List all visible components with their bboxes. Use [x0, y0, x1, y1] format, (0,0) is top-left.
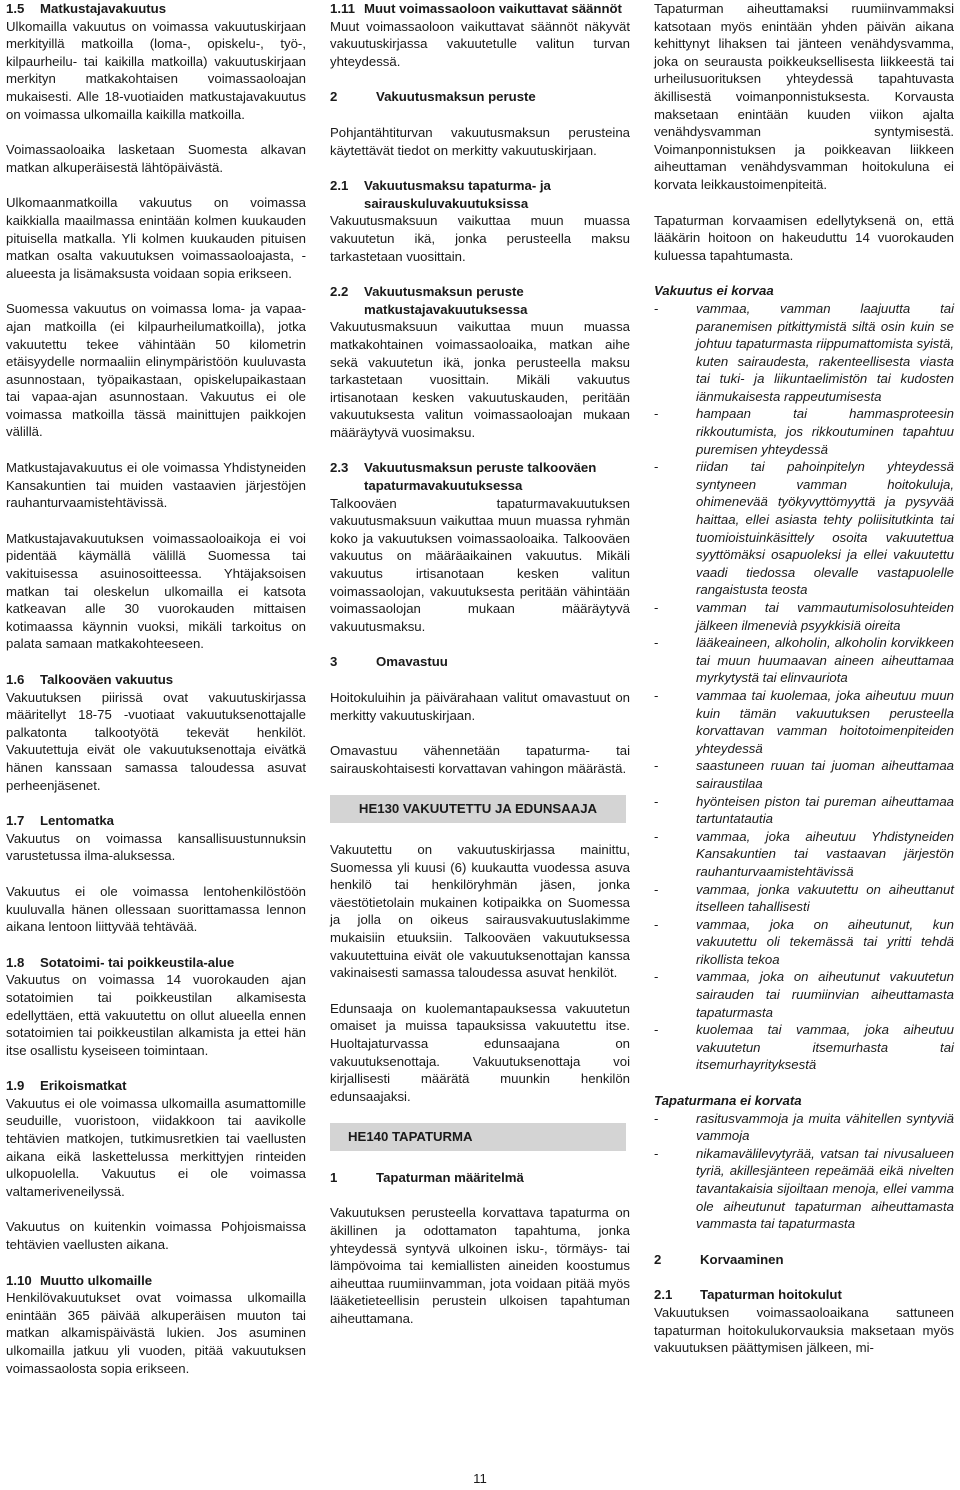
list-not-covered — [654, 300, 954, 1074]
paragraph: Vakuutus ei ole voimassa ulkomailla asumattomille seuduille, vuoristoon, viidakkoon tai aavikolle tehtävien matkojen, tutkimusretkien tai vaellusten aikana eikä laskettelussa merkittyjen rinteiden ulkopuolella. Vakuutus ei ole voimassa valtameriveneilyssä. — [6, 1095, 306, 1199]
heading-korvaaminen: 2 Korvaaminen — [654, 1251, 784, 1267]
list-item: - vammaa, jonka vakuutettu on aiheuttanut itselleen tahallisesti — [654, 881, 954, 915]
list-item: - hyönteisen piston tai pureman aiheuttamaa tartuntatautia — [654, 793, 954, 827]
paragraph: Vakuutus on voimassa 14 vuorokauden ajan sotatoimien tai poikkeustilan alkamisesta edellyttäen, että vakuutettu on ollut alueella ennen sotatoimien tai poikkeustilan alkamista ja ettei hän itse osallistu kyseiseen toimintaan. — [6, 972, 306, 1058]
column-middle — [330, 0, 630, 1346]
section-banner-he140: HE140 TAPATURMA — [330, 1123, 626, 1151]
paragraph: Vakuutuksen voimassaoloaikana sattuneen tapaturman hoitokulukorvauksia maksetaan myös vakuutuksen päättymisen jälkeen, mi- — [654, 1304, 954, 1356]
list-item: - rasitusvammoja ja muita vähitellen syntyviä vammoja — [654, 1110, 954, 1144]
paragraph: Vakuutuksen perusteella korvattava tapaturma on äkillinen ja odottamaton tapahtuma, jonka yhteydessä syntyvä ulkoinen isku-, törmäys- tai lämpövoima tai kemiallisten aineiden koostumus aiheuttaa ruumiinvamman, jota voidaan pitää myös lääketieteellisin perustein ulkoisen tapahtuman aiheuttamana. — [330, 1205, 630, 1327]
paragraph: Talkooväen tapaturmavakuutuksen vakuutusmaksuun vaikuttaa muun muassa ryhmän koko ja vakuutuksen voimassaoloaika. Talkooväen vakuutus on määräaikainen vakuutus. Mikäli vakuutus irtisanotaan kesken valitun voimassaolojan, vakuutuksesta peritään vähintään voimassaolojan mukaan määräytyvä vakuutusmaksu. — [330, 495, 630, 634]
list-item: - nikamavälilevytyrää, vatsan tai nivusalueen tyriä, akillesjänteen repeämää eikä nivelten tavantakaisia sijoiltaan menoja, ellei vamma ole aiheutunut tapaturman aiheuttamasta vammasta tai tapaturmasta — [654, 1145, 954, 1232]
heading-2-3: 2.3 Vakuutusmaksun peruste talkooväen tapaturmavakuutuksessa — [330, 460, 597, 494]
paragraph: Omavastuu vähennetään tapaturma- tai sairauskohtaisesti korvattavan vahingon määrästä. — [330, 743, 630, 776]
column-right — [654, 0, 954, 1375]
paragraph: Tapaturman aiheuttamaksi ruumiinvammaksi katsotaan myös enintään yhden päivän aikana kehittynyt lihaksen tai jänteen venähdysvamma, joka on seurausta poikkeuksellisesta liikkeestä tai urheilusuorituksen yhteydessä tapahtuvasta äkillisestä voimanponnistuksesta. Korvausta maksetaan enintään kuuden viikon ajalta venähdysvamman syntymisestä. Voimanponnistuksen ja poikkeavan liikkeen aiheuttaman venähdysvamman hoitokuluna ei korvata leikkaustoimenpiteitä. — [654, 1, 954, 192]
paragraph: Muut voimassaoloon vaikuttavat säännöt näkyvät vakuutuskirjassa vakuutetulle valitun turvan yhteydessä. — [330, 18, 630, 69]
heading-1-9: 1.9 Erikoismatkat — [6, 1078, 127, 1094]
list-item: - vammaa, joka on aiheutunut, kun vakuutettu oli tekemässä tai yritti tehdä rikollista tekoa — [654, 916, 954, 967]
heading-1-8: 1.8 Sotatoimi- tai poikkeustila-alue — [6, 954, 235, 970]
list-item: - vammaa, vamman laajuutta tai paranemisen pitkittymistä siltä osin kuin se johtuu tapaturmasta riippumattomista syistä, kuten sairaudesta, rakenteellisesta viasta tai tuki- ja liikuntaelimistön tai kudosten iänmukaisesta rappeutumisesta — [654, 300, 955, 404]
heading-1-6: 1.6 Talkooväen vakuutus — [6, 672, 174, 687]
list-item: - vammaa, joka aiheutuu Yhdistyneiden Kansakuntien tai vastaavan järjestön rauhanturvaamistehtävissä — [654, 828, 954, 879]
paragraph: Tapaturman korvaamisen edellytyksenä on, että lääkärin hoitoon on hakeuduttu 14 vuorokauden kuluessa tapahtumasta. — [654, 212, 954, 263]
paragraph: Vakuutuksen piirissä ovat vakuutuskirjassa määritellyt 18-75 -vuotiaat vakuutuksenottajalle palkatonta talkootyötä tekevät henkilöt. Vakuutettuja eivät ole vakuutuksenottaja eivätkä hänen kanssaan samassa taloudessa asuvat perheenjäsenet. — [6, 689, 306, 793]
paragraph: Henkilövakuutukset ovat voimassa ulkomailla enintään 365 päivää alkuperäisen muuton tai matkan alkamispäivästä lukien. Jos asuminen ulkomailla jatkuu yli vuoden, pitää vakuutuksen voimassaolosta sopia erikseen. — [6, 1290, 306, 1376]
list-not-accident — [654, 1110, 954, 1233]
paragraph: Edunsaaja on kuolemantapauksessa vakuutetun omaiset ja muissa tapauksissa vakuutettu itse. Huoltajaturvassa edunsaajana on vakuutuksenottaja. Vakuutuksenottaja voi kirjallisesti määrätä muunkin henkilön edunsaajaksi. — [330, 1000, 630, 1104]
paragraph: Suomessa vakuutus on voimassa loma- ja vapaa-ajan matkoilla (ei kilpaurheilumatkoilla), jotka vakuutettu tekee vähintään 50 kilometrin etäisyydelle normaaliin elinympäristöön kuuluvasta asunnostaan, työpaikastaan, opiskelupaikastaan tai vapaa-ajan asunnostaan. Vakuutus ei ole voimassa matkoilla tässä mainittujen paikkojen välillä. — [6, 301, 306, 440]
paragraph: Matkustajavakuutuksen voimassaoloaikoja ei voi pidentää käymällä välillä Suomessa tai vakituisessa asuinosoitteessa. Yhtäjaksoisen matkan tai oleskelun ulkomailla ei katsota katkeavan alle 30 vuorokauden mittaisen kotimaassa käynnin vuoksi, mikäli tarkoitus on palata samaan matkakohteeseen. — [6, 530, 306, 652]
heading-1-5: 1.5 Matkustajavakuutus — [6, 1, 167, 16]
page-number: 11 — [473, 1471, 487, 1486]
heading-tapaturman-maaritelma: 1 Tapaturman määritelmä — [330, 1169, 524, 1185]
paragraph: Voimassaoloaika lasketaan Suomesta alkavan matkan alkuperäisestä lähtöpäivästä. — [6, 142, 306, 175]
paragraph: Vakuutusmaksuun vaikuttaa muun muassa matkakohtainen voimassaoloaika, matkan aihe sekä vakuutetun ikä, jonka perusteella maksu tarkastetaan vuosittain. Mikäli vakuutus irtisanotaan kesken vakuutuskauden, peritään vakuutuksesta valitun voimassaoloajan mukaan määräytyvä vuosimaksu. — [330, 319, 630, 440]
heading-2-1-hoitokulut: 2.1 Tapaturman hoitokulut — [654, 1287, 842, 1303]
list-item: - vamman tai vammautumisolosuhteiden jälkeen ilmenevià psyykkisiä oireita — [654, 600, 954, 633]
paragraph: Hoitokuluihin ja päivärahaan valitut omavastuut on merkitty vakuutuskirjaan. — [330, 690, 630, 723]
heading-1-7: 1.7 Lentomatka — [6, 813, 115, 829]
paragraph: Ulkomailla vakuutus on voimassa vakuutuskirjaan merkityillä matkoilla (loma-, opiskelu-, työ-, kilpaurheilu- tai kaikilla matkoilla) vakuutuskirjaan merkityn matkakohtaisen voimassaoloajan mukaisesti. Alle 18-vuotiaiden matkustajavakuutus on voimassa ulkomailla kaikilla matkoilla. — [6, 18, 306, 122]
list-item: - lääkeaineen, alkoholin, alkoholin korvikkeen tai muun huumaavan aineen aiheuttamaa myrkytystä tai elinvauriota — [654, 635, 954, 686]
paragraph: Vakuutusmaksuun vaikuttaa muun muassa vakuutetun ikä, jonka perusteella maksu tarkastetaan vuosittain. — [330, 213, 630, 264]
heading-2: 2 Vakuutusmaksun peruste — [330, 89, 536, 105]
paragraph: Vakuutus on voimassa kansallisuustunnuksin varustetussa ilma-aluksessa. — [6, 830, 306, 864]
paragraph: Ulkomaanmatkoilla vakuutus on voimassa kaikkialla maailmassa enintään kolmen kuukauden pituisella matkalla. Yli kolmen kuukauden pituisen matkan osalta vakuutuksen voimassaoloajasta, -alueesta ja lisämaksusta voidaan sopia erikseen. — [6, 195, 306, 281]
heading-1-11: 1.11 Muut voimassaoloon vaikuttavat säännöt — [330, 1, 622, 16]
column-left — [6, 0, 306, 1395]
list-item: - vammaa, joka on aiheutunut vakuutetun sairauden tai ruumiinvian aiheuttamasta tapaturmasta — [654, 969, 954, 1020]
list-item: - riidan tai pahoinpitelyn yhteydessä syntyneen vamman hoitokuluja, ohimenevää työkyvyttömyyttä ja pysyvää haittaa, ellei asiasta tehty poliisitutkinta tai tuomioistuinkäsittely osoita vakuutettua syyttömäksi osapuoleksi ja ellei vakuutettu vaadi tiedossa olevalle vastapuolelle rangaistusta teosta — [654, 459, 954, 598]
list-item: - saastuneen ruuan tai juoman aiheuttamaa sairaustilaa — [654, 758, 954, 791]
heading-3: 3 Omavastuu — [330, 654, 448, 670]
heading-2-1: 2.1 Vakuutusmaksu tapaturma- ja sairauskuluvakuutuksissa — [330, 178, 551, 211]
list-item: - vammaa tai kuolemaa, joka aiheutuu muun kuin tämän vakuutuksen perusteella korvattavan vamman hoitotoimenpiteiden yhteydessä — [654, 687, 954, 756]
heading-1-10: 1.10 Muutto ulkomaille — [6, 1272, 153, 1288]
heading-not-covered: Vakuutus ei korvaa — [654, 283, 774, 299]
paragraph: Vakuutus ei ole voimassa lentohenkilöstöön kuuluvalla hänen ollessaan suorittamassa lennon aikana lentoon liittyvää tehtävää. — [6, 883, 306, 935]
heading-not-accident: Tapaturmana ei korvata — [654, 1093, 802, 1109]
paragraph: Vakuutettu on vakuutuskirjassa mainittu, Suomessa yli kuusi (6) kuukautta vuodessa asuva henkilö tai henkilöryhmän jäsen, jonka väestötietolain mukainen kotipaikka on Suomessa ja jolla on oikeus sairausvakuutuslakimme mukaisiin etuuksiin. Talkooväen vakuutuksessa vakuutettuina eivät ole vakuutuksenottajan kanssa vakinaisesti samassa taloudessa asuvat henkilöt. — [330, 841, 630, 981]
paragraph: Matkustajavakuutus ei ole voimassa Yhdistyneiden Kansakuntien tai muiden vastaavien järjestöjen rauhanturvaamistehtävissä. — [6, 460, 306, 511]
section-banner-he130: HE130 VAKUUTETTU JA EDUNSAAJA — [330, 795, 626, 823]
paragraph: Vakuutus on kuitenkin voimassa Pohjoismaissa tehtävien vaellusten aikana. — [6, 1219, 306, 1253]
heading-2-2: 2.2 Vakuutusmaksun peruste matkustajavakuutuksessa — [330, 284, 528, 317]
paragraph: Pohjantähtiturvan vakuutusmaksun perusteina käytettävät tiedot on merkitty vakuutuskirjaan. — [330, 124, 630, 158]
list-item: - hampaan tai hammasproteesin rikkoutumista, jos rikkoutuminen tapahtuu puremisen yhteydessä — [654, 406, 954, 457]
list-item: - kuolemaa tai vammaa, joka aiheutuu vakuutetun itsemurhasta tai itsemurhayrityksestä — [654, 1022, 954, 1073]
